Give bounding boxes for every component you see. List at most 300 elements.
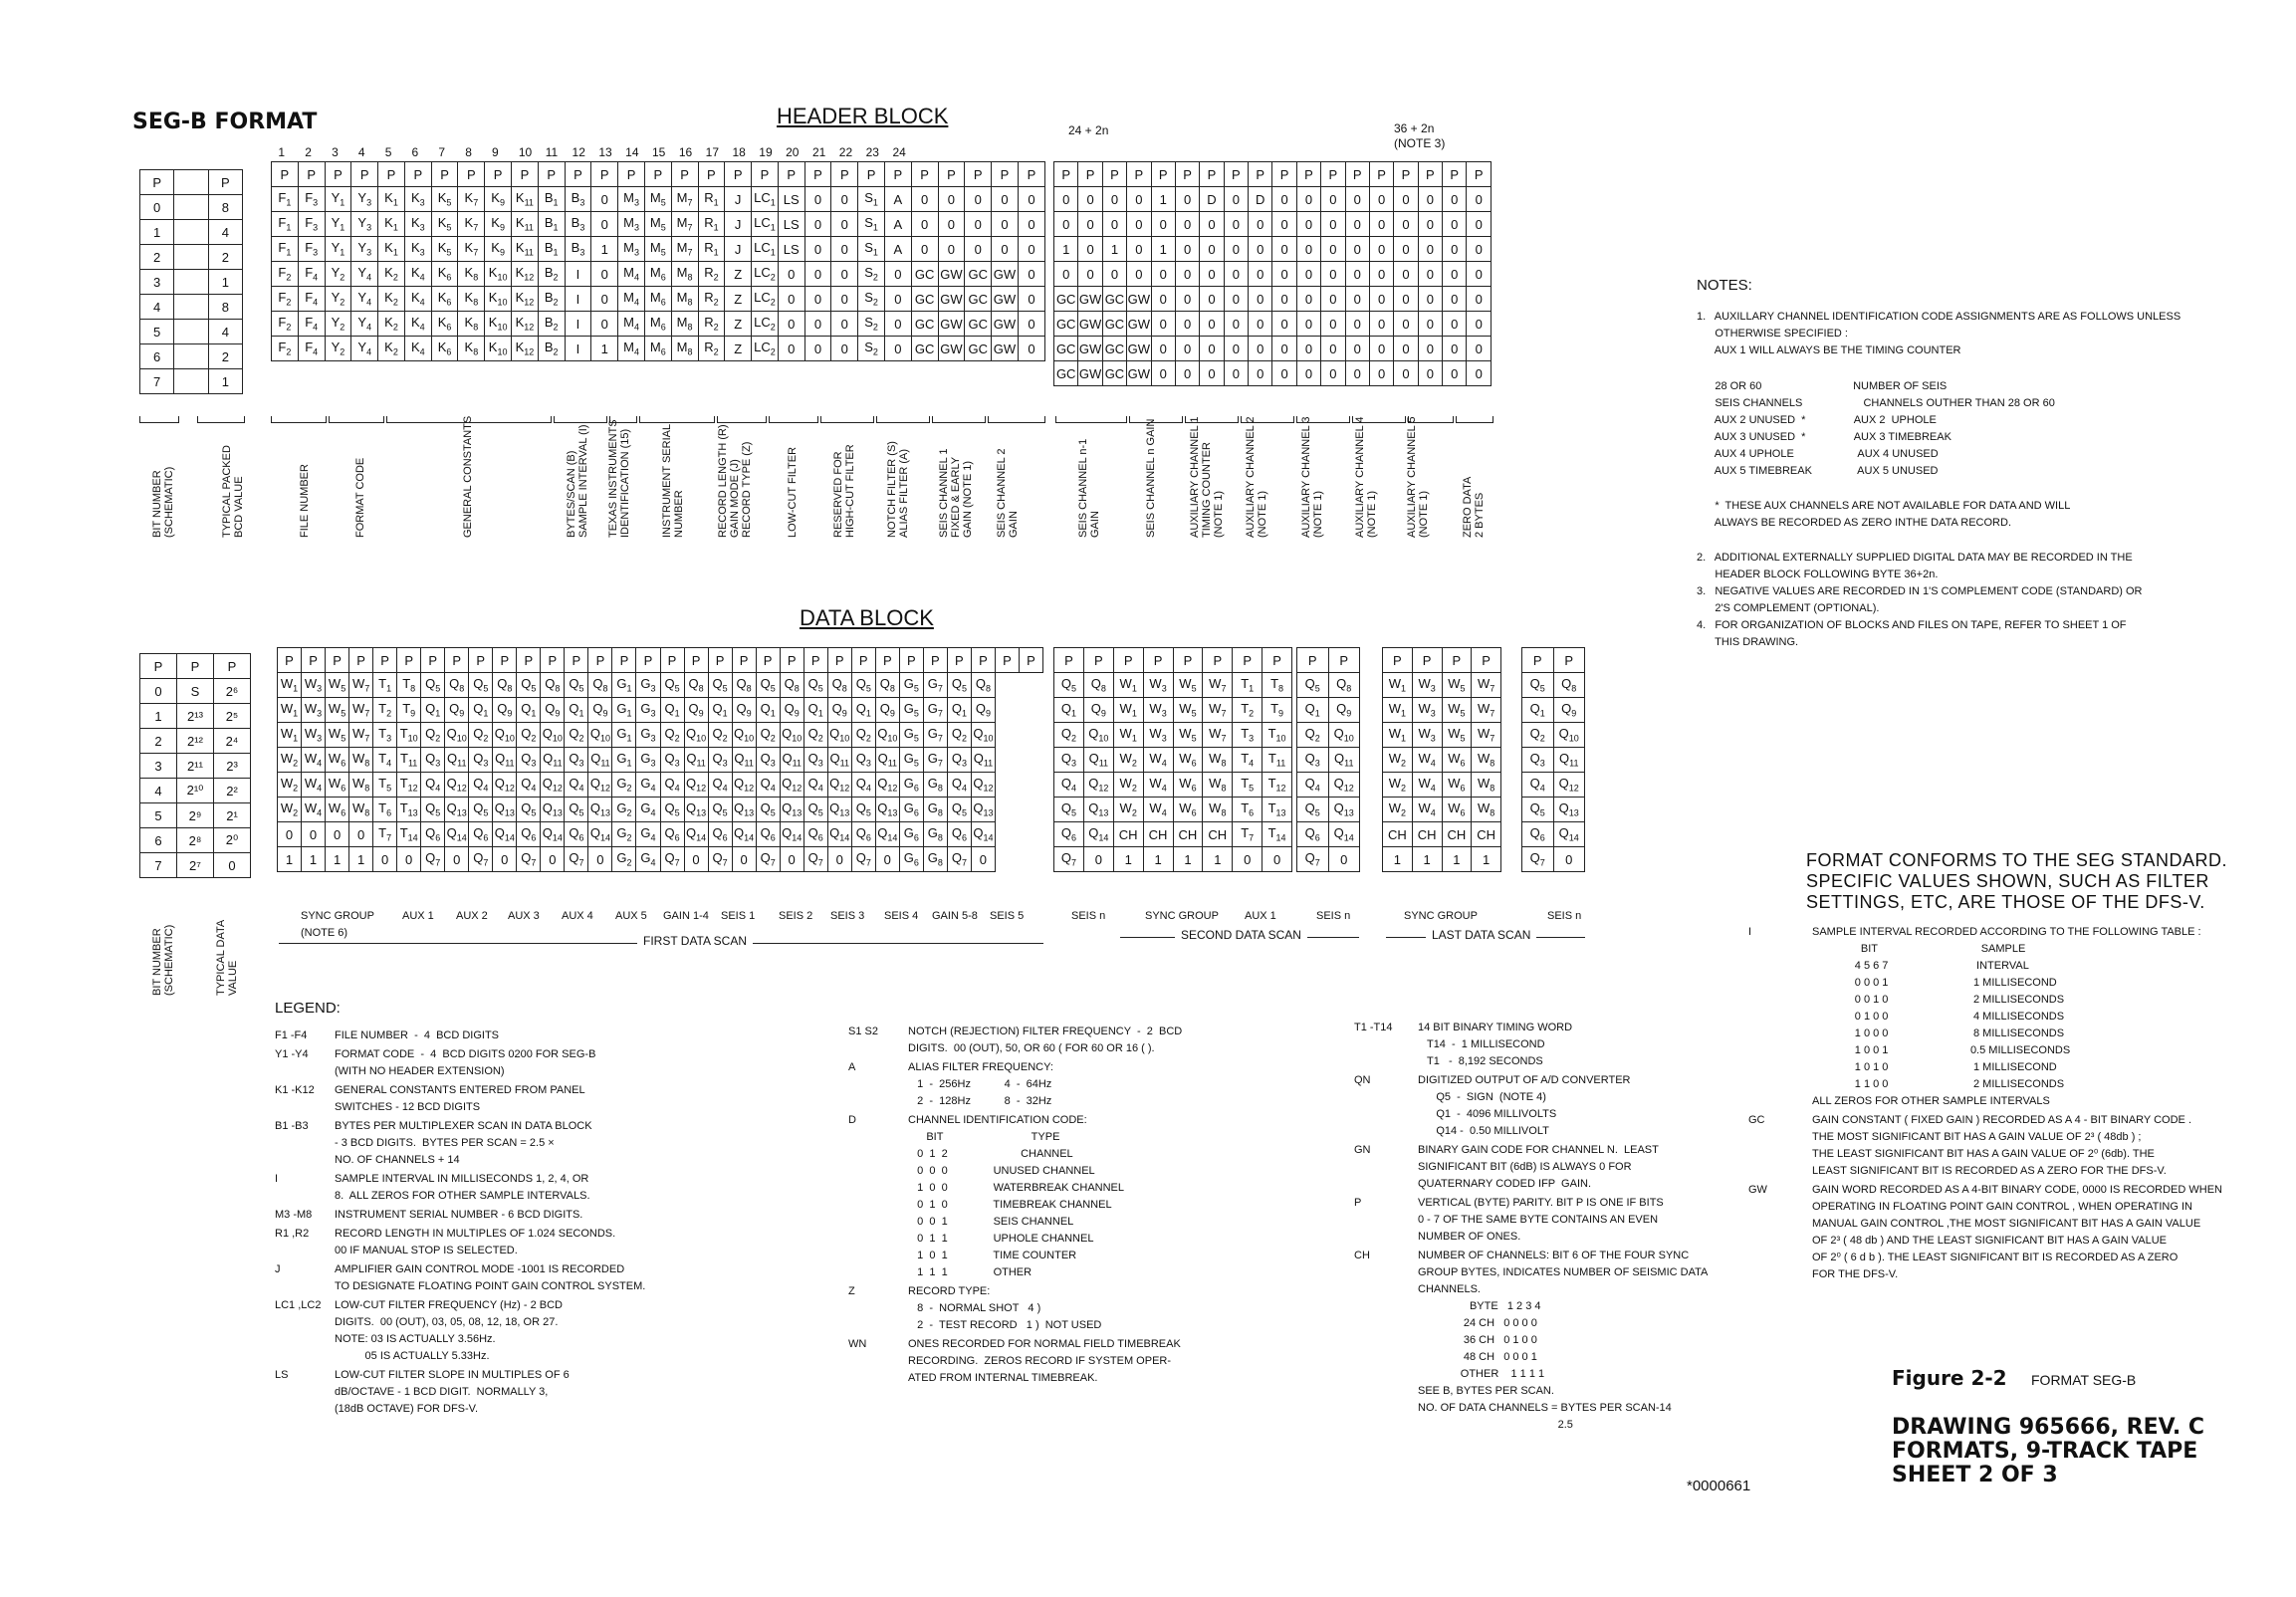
data-cell: P [851,648,875,673]
data-cell: P [469,648,493,673]
byte-number: 14 [625,145,639,159]
data-cell: $G_7$ [923,673,947,698]
header-ext-cell: D [1200,187,1224,212]
data-second-cell: $Q_7$ [1054,847,1084,872]
data-cell: P [493,648,517,673]
second-scan-label: SECOND DATA SCAN [1175,928,1307,942]
data-cell: $Q_{10}$ [827,723,851,748]
data-cell: $Q_{14}$ [971,822,995,847]
data-last-sync-row [1383,847,1501,872]
header-cell: 0 [965,237,992,262]
drawing-title: DRAWING 965666, REV. C FORMATS, 9-TRACK TAPE SHEET 2 OF 3 [1892,1415,2205,1487]
data-cell: $Q_{12}$ [588,773,612,798]
bit-table-cell: 8 [208,295,242,320]
header-ext-cell: 0 [1443,212,1467,237]
data-cell: $W_1$ [278,673,302,698]
data-cell: $T_{11}$ [397,748,421,773]
data-cell: $W_2$ [278,748,302,773]
group-sync: SYNC GROUP (NOTE 6) [301,910,374,939]
data-seis-n-row [1297,723,1360,748]
data-cell: $Q_1$ [565,698,588,723]
header-ext-cell: GW [1078,361,1102,386]
header-cell: 0 [992,187,1019,212]
bit-table-cell: P [140,170,174,195]
data-cell: P [660,648,684,673]
header-cell: $K_{11}$ [512,237,539,262]
label-low-cut: LOW-CUT FILTER [787,446,799,538]
note-1-table: 28 OR 60 NUMBER OF SEIS SEIS CHANNELS CHANNELS OUTHER THAN 28 OR 60 AUX 2 UNUSED * AUX 2 UPHOLE AUX 3 UNUSED * AUX 3 TIMEBREAK AUX 4 UPHOLE AUX 4 UNUSED AUX 5 TIMEBREAK AUX 5 UNUSED [1714,380,2055,477]
header-ext-cell: 0 [1345,312,1369,337]
brace-bit-number [139,416,179,423]
data-seis-n-cell: P [1328,648,1360,673]
header-ext-cell: 0 [1321,237,1345,262]
legend-text: DIGITIZED OUTPUT OF A/D CONVERTER Q5 - SIGN (NOTE 4) Q1 - 4096 MILLIVOLTS Q14 - 0.50 MILLIVOLT [1418,1074,1631,1137]
data-cell: P [421,648,445,673]
data-cell: $Q_4$ [660,773,684,798]
header-cell: $F_1$ [272,237,299,262]
header-ext-cell: P [1467,162,1492,187]
data-cell: $W_2$ [278,798,302,822]
last-scan-label: LAST DATA SCAN [1426,928,1536,942]
label-aux1: AUXILIARY CHANNEL 1 TIMING COUNTER (NOTE 1) [1189,416,1225,538]
data-cell: $Q_5$ [851,673,875,698]
data-cell: $Q_8$ [445,673,469,698]
data-cell: $G_5$ [899,673,923,698]
byte-number: 1 [278,145,286,159]
header-ext-cell: 0 [1443,287,1467,312]
legend-key: I [1748,926,1752,938]
data-cell: $Q_5$ [660,798,684,822]
data-second-cell: 1 [1143,847,1173,872]
data-cell: $Q_{12}$ [780,773,804,798]
data-bit-table-cell: 3 [140,754,177,779]
data-second-cell: $W_3$ [1143,723,1173,748]
header-ext-cell: 0 [1467,287,1492,312]
data-cell: $Q_2$ [660,723,684,748]
label-packed-value: TYPICAL PACKED BCD VALUE [221,445,245,538]
data-seis-n-row [1297,698,1360,723]
data-cell: $Q_5$ [469,798,493,822]
header-cell: $K_5$ [431,237,458,262]
header-cell: $LC_1$ [752,187,779,212]
data-cell: 0 [541,847,565,872]
data-cell: $Q_3$ [517,748,541,773]
data-cell: $Q_2$ [469,723,493,748]
bit-table-cell: 2 [140,245,174,270]
header-cell: $LC_1$ [752,237,779,262]
data-bit-table-cell: P [214,654,251,679]
note-1: 1. AUXILLARY CHANNEL IDENTIFICATION CODE ASSIGNMENTS ARE AS FOLLOWS UNLESS OTHERWISE SPECIFIED : AUX 1 WILL ALWAYS BE THE TIMING COUNTER [1697,311,2181,356]
data-last-seis-cell: $Q_4$ [1522,773,1554,798]
header-ext-cell: 0 [1467,187,1492,212]
header-ext-cell: 0 [1272,337,1296,361]
header-cell: P [618,162,645,187]
data-cell: $Q_1$ [660,698,684,723]
header-ext-cell: 1 [1102,237,1126,262]
legend-text: RECORD TYPE: 8 - NORMAL SHOT 4 ) 2 - TEST RECORD 1 ) NOT USED [908,1285,1102,1331]
legend-key: QN [1354,1074,1371,1086]
data-last-sync-cell: $W_6$ [1442,748,1472,773]
header-ext-cell: P [1224,162,1248,187]
byte-number: 11 [545,145,559,159]
data-cell: $Q_5$ [565,673,588,698]
data-cell: $Q_5$ [517,673,541,698]
header-ext-cell: 0 [1369,187,1393,212]
header-cell: $Y_4$ [351,262,378,287]
header-ext-cell: 0 [1467,337,1492,361]
group-sync-3: SYNC GROUP [1404,910,1478,922]
data-cell: $Q_4$ [421,773,445,798]
data-seis-n-row [1297,798,1360,822]
header-cell: $M_6$ [644,287,671,312]
data-second-cell: CH [1113,822,1143,847]
header-ext-cell: 0 [1054,212,1078,237]
legend-text: BYTES PER MULTIPLEXER SCAN IN DATA BLOCK - 3 BCD DIGITS. BYTES PER SCAN = 2.5 × NO. OF CHANNELS + 14 [335,1120,592,1166]
header-ext-cell: 0 [1418,337,1442,361]
data-cell: 1 [278,847,302,872]
data-second-cell: $W_5$ [1173,698,1203,723]
header-cell: $K_3$ [404,237,431,262]
data-cell: $Q_8$ [684,673,708,698]
header-cell: P [804,162,831,187]
data-cell: $W_3$ [302,698,326,723]
header-cell: $F_2$ [272,312,299,337]
data-last-seis-cell: $Q_6$ [1522,822,1554,847]
data-second-cell: CH [1143,822,1173,847]
data-bit-table-row [140,803,251,828]
data-second-cell: $T_{14}$ [1263,822,1292,847]
header-cell: GC [911,312,938,337]
header-ext-row [1054,212,1492,237]
data-cell: $Q_{13}$ [541,798,565,822]
header-cell: $B_1$ [538,237,565,262]
group-aux2: AUX 2 [456,910,488,922]
data-second-cell: P [1173,648,1203,673]
data-cell: $Q_1$ [421,698,445,723]
data-cell: $Q_{10}$ [445,723,469,748]
header-cell: 0 [965,187,992,212]
header-cell: $K_7$ [458,237,485,262]
header-cell: $K_3$ [404,212,431,237]
data-cell: $Q_{14}$ [827,822,851,847]
header-cell: $K_8$ [458,337,485,361]
data-cell: $Q_{12}$ [732,773,756,798]
header-ext-cell: 0 [1418,312,1442,337]
data-last-sync-row [1383,748,1501,773]
header-ext-cell: 0 [1224,187,1248,212]
data-last-sync-cell: $W_3$ [1412,673,1442,698]
data-cell: $T_8$ [397,673,421,698]
data-seis-n-row [1297,648,1360,673]
header-ext-cell: 0 [1369,287,1393,312]
data-seis-n-cell: $Q_2$ [1297,723,1329,748]
header-cell: $F_2$ [272,262,299,287]
data-second-cell: $Q_6$ [1054,822,1084,847]
header-ext-cell: 0 [1151,361,1175,386]
legend-entry [275,1297,832,1365]
byte-number: 8 [465,145,472,159]
header-ext-cell: GW [1078,312,1102,337]
header-ext-cell: 0 [1151,287,1175,312]
data-cell: $W_6$ [326,773,349,798]
byte-number: 16 [678,145,693,159]
legend-key: CH [1354,1250,1370,1261]
data-row [278,698,1043,723]
data-bit-table-row [140,729,251,754]
data-bit-table-cell: 2⁸ [177,828,214,853]
data-cell: $Q_1$ [756,698,780,723]
data-cell: $Q_{12}$ [445,773,469,798]
data-cell: $Q_5$ [851,798,875,822]
header-cell: $LC_2$ [752,337,779,361]
data-second-cell: $Q_9$ [1083,698,1113,723]
header-ext-cell: 0 [1369,212,1393,237]
data-cell: $Q_{11}$ [445,748,469,773]
data-cell: P [875,648,899,673]
data-seis-n-cell: $Q_5$ [1297,673,1329,698]
data-bit-table-cell: 2¹² [177,729,214,754]
header-cell: $B_2$ [538,312,565,337]
legend-entry [275,1207,832,1224]
header-ext-cell: 0 [1443,237,1467,262]
header-ext-cell: 0 [1369,237,1393,262]
data-cell: $Q_8$ [827,673,851,698]
header-ext-cell: GC [1054,361,1078,386]
data-bit-table-cell: 2¹³ [177,704,214,729]
data-cell: $Q_2$ [517,723,541,748]
data-cell: $W_1$ [278,698,302,723]
data-bit-table-cell: 0 [214,853,251,878]
header-cell: $S_2$ [858,262,885,287]
legend-entry [1748,1182,2286,1283]
header-ext-cell: 0 [1394,212,1418,237]
group-seis1: SEIS 1 [721,910,756,922]
data-cell: $Q_{13}$ [971,798,995,822]
label-ti-id: TEXAS INSTRUMENTS IDENTIFICATION (15) [607,419,631,538]
data-second-cell: $W_1$ [1113,698,1143,723]
data-cell: $G_6$ [899,798,923,822]
legend-entry [275,1027,832,1044]
data-second-row [1054,723,1292,748]
header-cell: $S_1$ [858,237,885,262]
data-cell: $Q_{10}$ [684,723,708,748]
header-ext-cell: P [1369,162,1393,187]
header-ext-cell: 0 [1127,237,1151,262]
brace-bytes-scan [554,416,607,423]
header-cell: $F_1$ [272,212,299,237]
data-cell: 0 [373,847,397,872]
data-cell: $Q_2$ [756,723,780,748]
header-ext-cell: 0 [1102,262,1126,287]
data-last-seis-row [1522,773,1585,798]
data-last-sync-row [1383,723,1501,748]
data-cell: $W_5$ [326,698,349,723]
data-second-cell: $Q_2$ [1054,723,1084,748]
header-ext-cell: P [1175,162,1199,187]
header-cell: P [698,162,725,187]
data-cell: $Q_8$ [732,673,756,698]
header-cell: P [644,162,671,187]
data-second-cell: $W_4$ [1143,773,1173,798]
header-cell: 0 [884,287,911,312]
data-bit-table-row [140,779,251,803]
data-cell: $G_4$ [636,773,660,798]
header-ext-cell: 0 [1467,361,1492,386]
header-ext-cell: 0 [1296,262,1320,287]
data-cell: $Q_8$ [780,673,804,698]
data-cell: $Q_{12}$ [541,773,565,798]
header-cell: 0 [804,262,831,287]
header-ext-cell: 0 [1200,212,1224,237]
header-ext-cell: 0 [1321,287,1345,312]
header-cell: $Y_4$ [351,312,378,337]
legend-entry [848,1336,1326,1387]
data-last-sync-cell: $W_2$ [1383,798,1413,822]
data-seis-n-row [1297,673,1360,698]
bit-table-cell [174,344,208,369]
header-ext-cell: P [1054,162,1078,187]
data-cell: $Q_4$ [756,773,780,798]
header-cell: GC [911,337,938,361]
data-bit-table-cell: P [140,654,177,679]
legend-text: RECORD LENGTH IN MULTIPLES OF 1.024 SECONDS. 00 IF MANUAL STOP IS SELECTED. [335,1228,616,1256]
legend-key: F1 -F4 [275,1029,308,1041]
bit-table-cell: 5 [140,320,174,344]
data-second-cell: $W_8$ [1203,748,1233,773]
data-last-sync-cell: $W_4$ [1412,748,1442,773]
header-cell: $R_2$ [698,312,725,337]
data-second-cell: $Q_{11}$ [1083,748,1113,773]
header-ext-cell: 0 [1078,187,1102,212]
header-cell: $M_7$ [671,212,698,237]
data-cell: $Q_5$ [804,673,827,698]
data-cell: $W_3$ [302,723,326,748]
data-bit-table-cell: 7 [140,853,177,878]
header-ext-cell: 0 [1296,287,1320,312]
header-ext-cell: D [1249,187,1272,212]
data-seis-n-row [1297,773,1360,798]
data-last-seis-row [1522,648,1585,673]
data-second-cell: $T_4$ [1233,748,1263,773]
header-cell: 0 [804,337,831,361]
header-ext-cell: 1 [1151,187,1175,212]
header-ext-cell: GC [1102,337,1126,361]
byte-number: 23 [865,145,879,159]
data-cell: $Q_1$ [517,698,541,723]
header-cell: $K_8$ [458,287,485,312]
data-bit-table-cell: 2¹ [214,803,251,828]
data-cell: $Q_7$ [517,847,541,872]
data-cell: $Q_5$ [947,798,971,822]
data-last-seis-cell: $Q_9$ [1553,698,1585,723]
data-cell: $Q_3$ [947,748,971,773]
byte-number: 5 [384,145,392,159]
legend-entry [275,1082,832,1116]
data-last-sync-cell: $W_2$ [1383,773,1413,798]
brace-seis1 [932,416,986,423]
legend-key: LC1 ,LC2 [275,1299,322,1311]
legend-key: P [1354,1197,1362,1209]
header-ext-row [1054,162,1492,187]
header-row [272,312,1045,337]
byte-number: 20 [786,145,800,159]
data-seis-n-cell: $Q_{13}$ [1328,798,1360,822]
header-cell: $R_1$ [698,237,725,262]
header-cell: $LC_1$ [752,212,779,237]
label-general-constants: GENERAL CONSTANTS [462,415,474,538]
header-ext-cell: 0 [1418,212,1442,237]
header-ext-cell: 0 [1175,337,1199,361]
header-ext-cell: P [1102,162,1126,187]
header-cell: $F_4$ [298,262,325,287]
data-cell: $Q_7$ [469,847,493,872]
header-ext-cell: P [1151,162,1175,187]
data-cell: P [278,648,302,673]
header-cell: $K_7$ [458,187,485,212]
byte-number: 9 [492,145,499,159]
data-cell: $W_4$ [302,748,326,773]
data-last-seis-cell: $Q_{14}$ [1553,822,1585,847]
header-cell: $R_1$ [698,212,725,237]
data-last-sync-cell: $W_7$ [1472,723,1501,748]
data-second-cell: $Q_5$ [1054,798,1084,822]
bit-table-cell [174,220,208,245]
group-seis4: SEIS 4 [884,910,919,922]
data-cell: $G_1$ [612,748,636,773]
header-cell: $K_6$ [431,337,458,361]
data-cell: $Q_{11}$ [971,748,995,773]
header-cell: $M_3$ [618,212,645,237]
data-cell: $Q_{13}$ [732,798,756,822]
header-cell: $Y_2$ [325,262,351,287]
data-cell: $Q_{12}$ [971,773,995,798]
data-last-sync-cell: CH [1412,822,1442,847]
data-last-sync-cell: $W_7$ [1472,698,1501,723]
brace-file-number [271,416,327,423]
data-cell: $G_6$ [899,773,923,798]
data-bit-table-cell: 2 [140,729,177,754]
byte-number: 12 [572,145,585,159]
header-cell: $B_2$ [538,287,565,312]
header-row [272,262,1045,287]
label-aux3: AUXILIARY CHANNEL 3 (NOTE 1) [1300,416,1324,538]
header-ext-cell: 0 [1127,212,1151,237]
data-cell: $T_{10}$ [397,723,421,748]
data-cell: $Q_5$ [421,798,445,822]
header-cell: $Y_2$ [325,337,351,361]
header-ext-cell: 0 [1321,187,1345,212]
header-ext-cell: 0 [1151,212,1175,237]
data-cell: $Q_1$ [851,698,875,723]
data-cell: $G_4$ [636,847,660,872]
header-cell: P [992,162,1019,187]
data-bit-table-cell: 2³ [214,754,251,779]
header-ext-cell: 0 [1078,262,1102,287]
data-last-sync-row [1383,773,1501,798]
header-ext-cell: 0 [1345,187,1369,212]
data-last-seis-row [1522,723,1585,748]
header-cell: P [458,162,485,187]
header-ext-cell: 0 [1467,237,1492,262]
data-last-seis-row [1522,673,1585,698]
data-cell: $W_3$ [302,673,326,698]
header-cell: Z [725,287,752,312]
header-ext-cell: P [1272,162,1296,187]
group-seis3: SEIS 3 [830,910,865,922]
legend-entry [275,1171,832,1205]
data-second-cell: $T_7$ [1233,822,1263,847]
data-bit-table-cell: 2⁴ [214,729,251,754]
